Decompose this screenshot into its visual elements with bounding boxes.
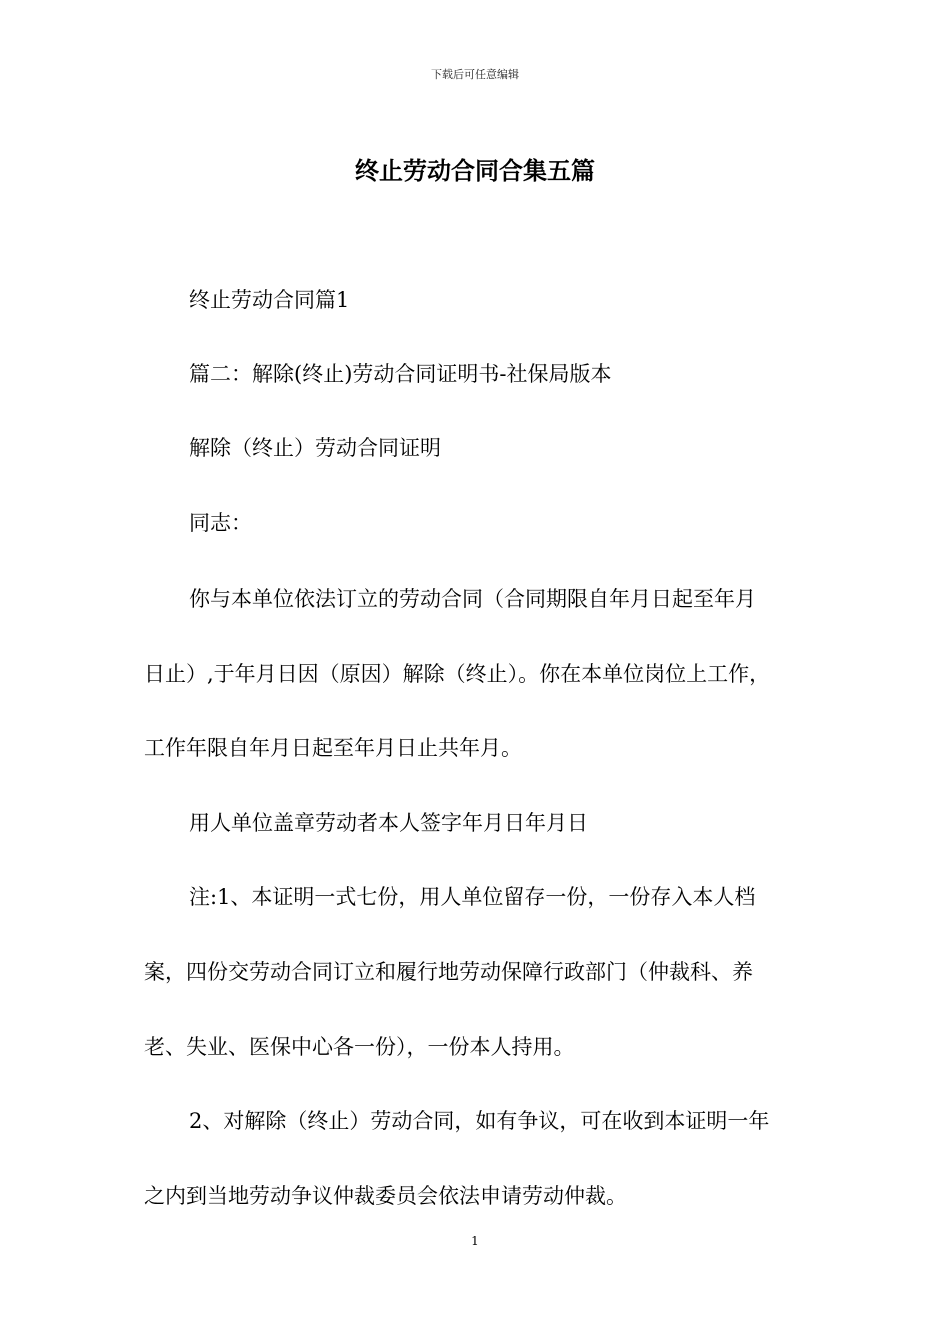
signature-line: 用人单位盖章劳动者本人签字年月日年月日 xyxy=(189,811,588,835)
paragraph-line: 日止）,于年月日因（原因）解除（终止）。你在本单位岗位上工作， xyxy=(144,662,771,686)
salutation: 同志： xyxy=(189,511,252,535)
paragraph-line: 工作年限自年月日起至年月日止共年月。 xyxy=(144,736,522,760)
note-line: 老、失业、医保中心各一份），一份本人持用。 xyxy=(144,1035,575,1059)
page-number: 1 xyxy=(471,1234,479,1248)
note-line: 2、对解除（终止）劳动合同，如有争议，可在收到本证明一年 xyxy=(189,1109,770,1133)
certificate-title: 解除（终止）劳动合同证明 xyxy=(189,436,441,460)
document-title: 终止劳动合同合集五篇 xyxy=(355,156,595,185)
note-line: 注:1、本证明一式七份，用人单位留存一份，一份存入本人档 xyxy=(189,885,756,909)
note-line: 案，四份交劳动合同订立和履行地劳动保障行政部门（仲裁科、养 xyxy=(144,960,753,984)
subsection-heading: 篇二：解除(终止)劳动合同证明书-社保局版本 xyxy=(189,362,612,386)
paragraph-line: 你与本单位依法订立的劳动合同（合同期限自年月日起至年月 xyxy=(189,587,756,611)
section-heading: 终止劳动合同篇1 xyxy=(189,288,350,312)
header-note: 下载后可任意编辑 xyxy=(431,68,519,81)
note-line: 之内到当地劳动争议仲裁委员会依法申请劳动仲裁。 xyxy=(144,1184,627,1208)
